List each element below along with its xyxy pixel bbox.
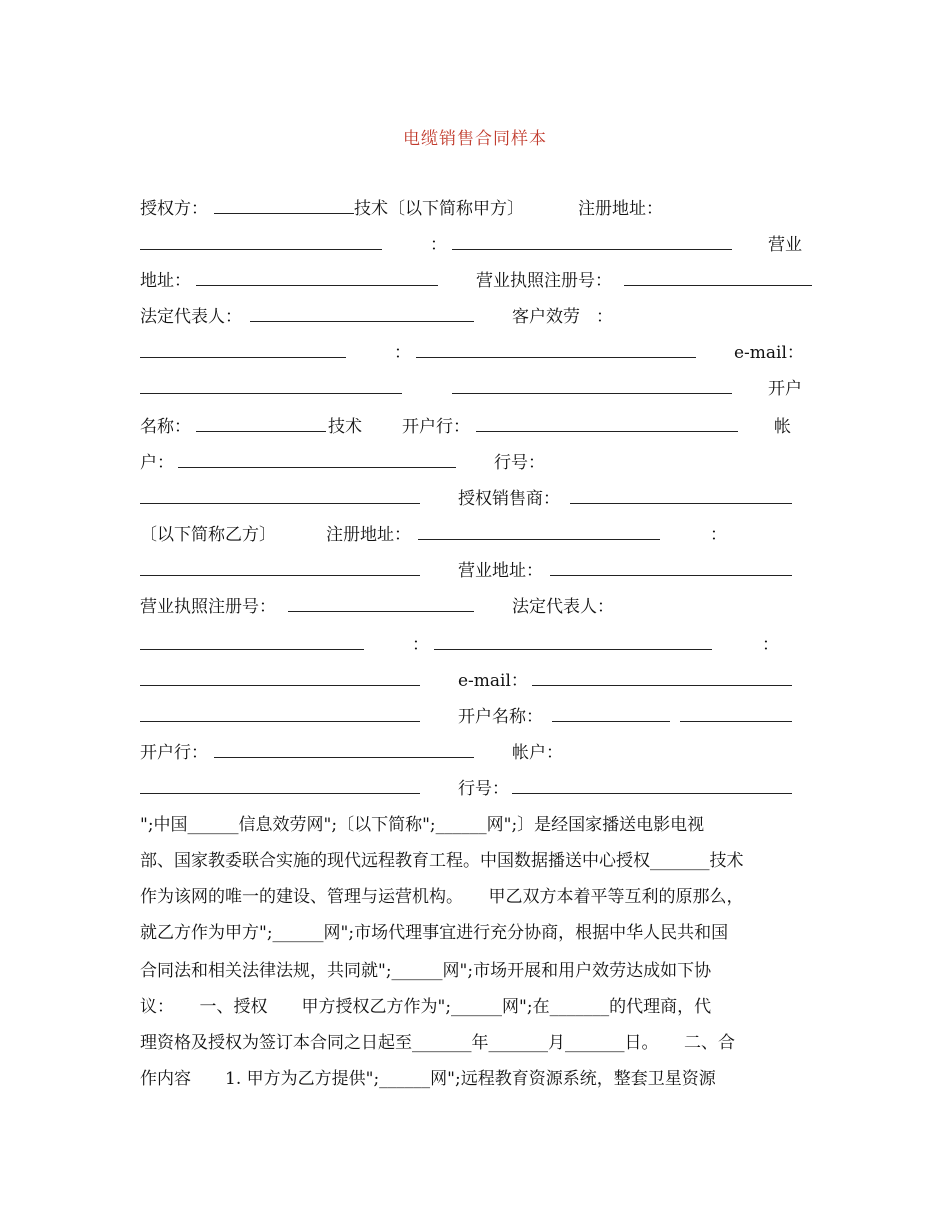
form-line-9 [140, 486, 812, 512]
label-colon: ： [762, 635, 779, 655]
blank-bank[interactable] [476, 431, 738, 432]
label-account-prefix: 帐 [774, 417, 791, 437]
body-line-1: ";中国______信息效劳网";〔以下简称";______网";〕是经国家播送电影电视 [140, 815, 705, 835]
blank-legal-rep[interactable] [250, 321, 474, 322]
blank-customer-service[interactable] [140, 357, 346, 358]
form-line-8 [140, 450, 812, 476]
blank-business-address[interactable] [550, 575, 792, 576]
form-line-11 [140, 558, 812, 584]
label-tech: 技术 [328, 417, 362, 437]
label-authorized-seller: 授权销售商： [458, 489, 560, 509]
body-line-4: 就乙方作为甲方";______网";市场代理事宜进行充分协商，根据中华人民共和国 [140, 923, 729, 943]
blank-licensor-name[interactable] [214, 213, 354, 214]
blank-field[interactable] [140, 575, 420, 576]
form-line-4 [140, 304, 812, 330]
blank-field[interactable] [452, 393, 732, 394]
body-line-8: 作内容 1. 甲方为乙方提供";______网";远程教育资源系统，整套卫星资源 [140, 1069, 716, 1089]
label-colon: ： [710, 525, 727, 545]
label-legal-rep: 法定代表人： [512, 597, 614, 617]
body-line-5: 合同法和相关法律法规，共同就";______网";市场开展和用户效劳达成如下协 [140, 961, 712, 981]
blank-registered-address[interactable] [140, 249, 382, 250]
label-registered-address: 注册地址： [578, 199, 663, 219]
document-title: 电缆销售合同样本 [403, 129, 547, 149]
blank-account-name[interactable] [196, 431, 326, 432]
blank-bank-code[interactable] [140, 503, 420, 504]
label-license-number: 营业执照注册号： [476, 271, 612, 291]
label-colon: ： [394, 343, 411, 363]
blank-legal-rep[interactable] [140, 649, 364, 650]
label-account: 帐户： [512, 743, 563, 763]
form-line-7 [140, 414, 812, 440]
label-email: e-mail： [458, 671, 528, 691]
blank-license-number[interactable] [624, 285, 812, 286]
label-bank: 开户行： [140, 743, 208, 763]
form-line-10 [140, 522, 812, 548]
label-account-open: 开户 [768, 379, 802, 399]
blank-business-address[interactable] [196, 285, 438, 286]
blank-account-name-2[interactable] [680, 721, 792, 722]
label-customer-service: 客户效劳 [512, 307, 580, 327]
body-line-3: 作为该网的唯一的建设、管理与运营机构。 甲乙双方本着平等互利的原那么， [140, 887, 744, 907]
body-line-2: 部、国家教委联合实施的现代远程教育工程。中国数据播送中心授权_______技术 [140, 851, 744, 871]
label-bank-code: 行号： [494, 453, 545, 473]
label-account: 户： [140, 453, 174, 473]
blank-registered-address[interactable] [418, 539, 660, 540]
form-line-2 [140, 232, 812, 258]
blank-bank[interactable] [214, 757, 474, 758]
label-name: 名称： [140, 417, 191, 437]
label-email: e-mail： [734, 343, 804, 363]
blank-email[interactable] [140, 393, 402, 394]
form-line-12 [140, 594, 812, 620]
blank-field[interactable] [434, 649, 712, 650]
blank-account-name[interactable] [552, 721, 670, 722]
form-line-16 [140, 740, 812, 766]
body-line-6: 议： 一、授权 甲方授权乙方作为";______网";在_______的代理商，代 [140, 997, 712, 1017]
label-bank-code: 行号： [458, 779, 509, 799]
label-party-b: 〔以下简称乙方〕 [140, 525, 276, 545]
blank-field[interactable] [452, 249, 732, 250]
blank-bank-code[interactable] [512, 793, 792, 794]
label-colon: ： [430, 235, 447, 255]
blank-account[interactable] [178, 467, 456, 468]
form-line-5 [140, 340, 812, 366]
form-line-17 [140, 776, 812, 802]
blank-account[interactable] [140, 793, 420, 794]
form-line-14 [140, 668, 812, 694]
form-line-3 [140, 268, 812, 294]
label-colon: ： [596, 307, 613, 327]
label-business: 营业 [768, 235, 802, 255]
label-colon: ： [412, 635, 429, 655]
form-line-13 [140, 632, 812, 658]
label-registered-address: 注册地址： [326, 525, 411, 545]
label-bank: 开户行： [402, 417, 470, 437]
label-account-name: 开户名称： [458, 707, 543, 727]
body-line-7: 理资格及授权为签订本合同之日起至_______年_______月_______日。 二、合 [140, 1033, 735, 1053]
label-license-number: 营业执照注册号： [140, 597, 276, 617]
form-line-1 [140, 196, 812, 222]
label-licensor: 授权方： [140, 199, 208, 219]
form-line-15 [140, 704, 812, 730]
blank-email[interactable] [532, 685, 792, 686]
blank-license-number[interactable] [288, 611, 474, 612]
label-licensor-tech: 技术〔以下简称甲方〕 [354, 199, 524, 219]
label-legal-rep: 法定代表人： [140, 307, 242, 327]
form-line-6 [140, 376, 812, 402]
blank-field[interactable] [140, 685, 420, 686]
blank-field[interactable] [140, 721, 420, 722]
label-business-address: 营业地址： [458, 561, 543, 581]
blank-field[interactable] [416, 357, 696, 358]
label-address: 地址： [140, 271, 191, 291]
blank-authorized-seller[interactable] [570, 503, 792, 504]
